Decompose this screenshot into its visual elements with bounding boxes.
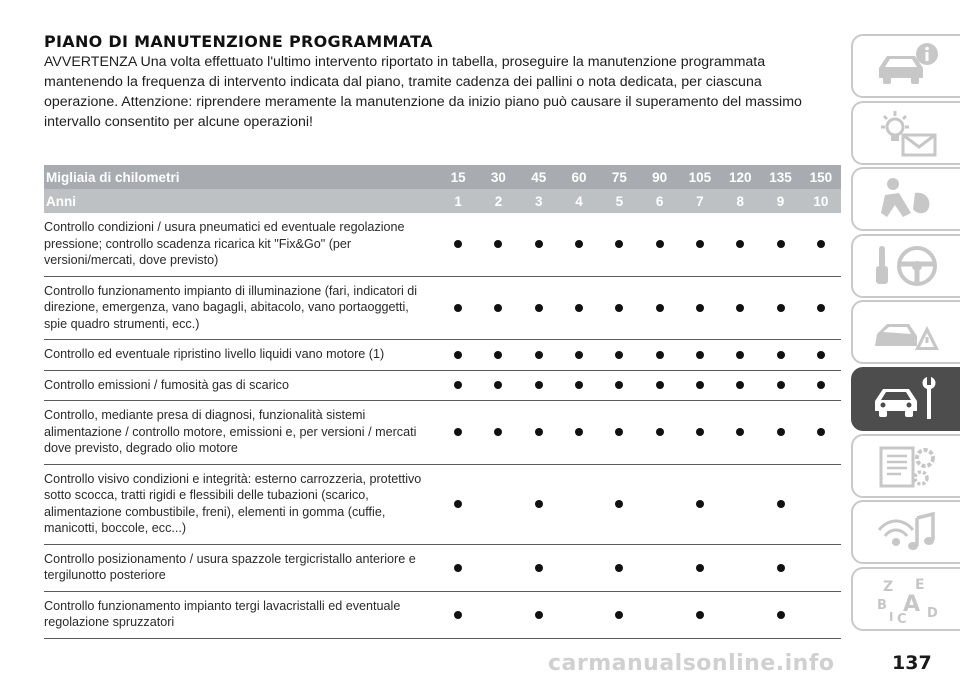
scheduled-dot-icon (494, 351, 502, 359)
page-number: 137 (892, 652, 932, 674)
tab-warning-lights[interactable] (851, 101, 960, 165)
interval-cell (801, 213, 841, 276)
safety-airbag-icon (871, 173, 943, 225)
km-header-cell: 90 (639, 165, 679, 189)
scheduled-dot-icon (736, 381, 744, 389)
interval-cell (680, 340, 720, 371)
scheduled-dot-icon (494, 428, 502, 436)
scheduled-dot-icon (615, 304, 623, 312)
scheduled-dot-icon (535, 304, 543, 312)
interval-cell (720, 213, 760, 276)
scheduled-dot-icon (696, 564, 704, 572)
interval-cell (801, 464, 841, 544)
scheduled-dot-icon (696, 351, 704, 359)
interval-cell (559, 213, 599, 276)
interval-cell (760, 464, 800, 544)
scheduled-dot-icon (454, 240, 462, 248)
tab-maintenance[interactable] (851, 367, 960, 431)
interval-cell (478, 591, 518, 638)
technical-data-icon (871, 440, 943, 492)
interval-cell (639, 340, 679, 371)
interval-cell (519, 213, 559, 276)
svg-text:D: D (926, 605, 938, 621)
interval-cell (801, 401, 841, 465)
table-row (44, 340, 841, 371)
scheduled-dot-icon (777, 500, 785, 508)
km-header-cell: 120 (720, 165, 760, 189)
years-header-cell: 10 (801, 189, 841, 213)
scheduled-dot-icon (575, 381, 583, 389)
interval-cell (478, 544, 518, 591)
header-row-km (44, 165, 841, 189)
scheduled-dot-icon (575, 240, 583, 248)
steering-wheel-key-icon (871, 240, 943, 292)
years-header-cell: 4 (559, 189, 599, 213)
years-header-cell: 1 (438, 189, 478, 213)
table-row (44, 370, 841, 401)
alphabetical-index-icon (871, 573, 943, 625)
interval-cell (599, 464, 639, 544)
scheduled-dot-icon (494, 304, 502, 312)
maintenance-table (44, 165, 841, 639)
interval-cell (639, 464, 679, 544)
tab-emergency[interactable] (851, 300, 960, 364)
scheduled-dot-icon (575, 351, 583, 359)
interval-cell (559, 401, 599, 465)
interval-cell (760, 370, 800, 401)
scheduled-dot-icon (494, 381, 502, 389)
operation-description: Controllo funzionamento impianto tergi lavacristalli ed eventuale regolazione spruzzatori (44, 591, 438, 638)
watermark: carmanualsonline.info (548, 651, 835, 676)
scheduled-dot-icon (615, 500, 623, 508)
warning-paragraph: AVVERTENZA Una volta effettuato l'ultimo intervento riportato in tabella, proseguire la manutenzione programmata mantenendo la frequenza di intervento indicata dal piano, tramite cadenza dei pallini o nota dedicata, per ciascuna operazione. Attenzione: riprendere meramente la manutenzione da inizio piano può causare il superamento del massimo intervallo consentito per alcune operazioni! (44, 54, 802, 130)
interval-cell (478, 340, 518, 371)
interval-cell (599, 340, 639, 371)
interval-cell (760, 544, 800, 591)
scheduled-dot-icon (736, 351, 744, 359)
scheduled-dot-icon (494, 240, 502, 248)
interval-cell (639, 276, 679, 340)
km-header-cell: 45 (519, 165, 559, 189)
scheduled-dot-icon (454, 428, 462, 436)
scheduled-dot-icon (454, 351, 462, 359)
svg-text:E: E (914, 576, 925, 593)
scheduled-dot-icon (696, 611, 704, 619)
scheduled-dot-icon (454, 304, 462, 312)
interval-cell (760, 340, 800, 371)
interval-cell (519, 370, 559, 401)
scheduled-dot-icon (656, 381, 664, 389)
maintenance-table-body (44, 213, 841, 638)
operation-description: Controllo, mediante presa di diagnosi, funzionalità sistemi alimentazione / controllo motore, emissioni e, per versioni / mercati dove previsto, degrado olio motore (44, 401, 438, 465)
interval-cell (680, 213, 720, 276)
chapter-tabs (851, 34, 960, 633)
interval-cell (519, 276, 559, 340)
scheduled-dot-icon (696, 304, 704, 312)
interval-cell (438, 401, 478, 465)
interval-cell (478, 213, 518, 276)
tab-multimedia[interactable] (851, 500, 960, 564)
interval-cell (519, 591, 559, 638)
interval-cell (720, 464, 760, 544)
interval-cell (680, 401, 720, 465)
scheduled-dot-icon (817, 381, 825, 389)
scheduled-dot-icon (736, 240, 744, 248)
interval-cell (720, 544, 760, 591)
years-header-cell: 9 (760, 189, 800, 213)
interval-cell (559, 276, 599, 340)
car-maintenance-icon (871, 373, 943, 425)
table-row (44, 591, 841, 638)
scheduled-dot-icon (615, 428, 623, 436)
scheduled-dot-icon (696, 428, 704, 436)
scheduled-dot-icon (535, 381, 543, 389)
km-header-cell: 135 (760, 165, 800, 189)
scheduled-dot-icon (817, 351, 825, 359)
interval-cell (519, 544, 559, 591)
interval-cell (559, 340, 599, 371)
tab-starting-driving[interactable] (851, 234, 960, 298)
header-row-years (44, 189, 841, 213)
tab-index[interactable] (851, 567, 960, 631)
scheduled-dot-icon (777, 240, 785, 248)
interval-cell (599, 401, 639, 465)
km-header-cell: 15 (438, 165, 478, 189)
scheduled-dot-icon (736, 304, 744, 312)
interval-cell (639, 401, 679, 465)
interval-cell (639, 544, 679, 591)
operation-description: Controllo ed eventuale ripristino livello liquidi vano motore (1) (44, 340, 438, 371)
scheduled-dot-icon (454, 564, 462, 572)
km-header-label: Migliaia di chilometri (44, 165, 438, 189)
interval-cell (720, 276, 760, 340)
svg-text:A: A (902, 591, 920, 617)
scheduled-dot-icon (656, 304, 664, 312)
scheduled-dot-icon (535, 564, 543, 572)
scheduled-dot-icon (575, 428, 583, 436)
table-row (44, 213, 841, 276)
car-emergency-icon (871, 306, 943, 358)
interval-cell (599, 544, 639, 591)
interval-cell (519, 401, 559, 465)
scheduled-dot-icon (615, 381, 623, 389)
scheduled-dot-icon (615, 611, 623, 619)
interval-cell (438, 591, 478, 638)
interval-cell (760, 213, 800, 276)
scheduled-dot-icon (696, 240, 704, 248)
km-header-cell: 75 (599, 165, 639, 189)
car-info-icon (871, 40, 943, 92)
scheduled-dot-icon (454, 381, 462, 389)
km-header-cell: 60 (559, 165, 599, 189)
interval-cell (438, 213, 478, 276)
table-row (44, 401, 841, 465)
scheduled-dot-icon (535, 500, 543, 508)
interval-cell (720, 591, 760, 638)
table-row (44, 464, 841, 544)
scheduled-dot-icon (777, 428, 785, 436)
interval-cell (639, 370, 679, 401)
years-header-cell: 2 (478, 189, 518, 213)
warning-lights-icon (871, 107, 943, 159)
interval-cell (720, 370, 760, 401)
scheduled-dot-icon (535, 611, 543, 619)
interval-cell (801, 340, 841, 371)
svg-text:C: C (896, 611, 907, 625)
operation-description: Controllo emissioni / fumosità gas di scarico (44, 370, 438, 401)
scheduled-dot-icon (696, 381, 704, 389)
interval-cell (760, 401, 800, 465)
interval-cell (801, 276, 841, 340)
operation-description: Controllo posizionamento / usura spazzole tergicristallo anteriore e tergilunotto posteriore (44, 544, 438, 591)
interval-cell (438, 544, 478, 591)
interval-cell (519, 340, 559, 371)
interval-cell (801, 370, 841, 401)
svg-text:Z: Z (882, 578, 893, 595)
interval-cell (639, 591, 679, 638)
scheduled-dot-icon (817, 428, 825, 436)
tab-technical-data[interactable] (851, 434, 960, 498)
scheduled-dot-icon (535, 428, 543, 436)
scheduled-dot-icon (575, 304, 583, 312)
scheduled-dot-icon (777, 351, 785, 359)
scheduled-dot-icon (656, 240, 664, 248)
scheduled-dot-icon (656, 428, 664, 436)
interval-cell (680, 370, 720, 401)
km-header-cell: 150 (801, 165, 841, 189)
km-header-cell: 105 (680, 165, 720, 189)
scheduled-dot-icon (615, 351, 623, 359)
interval-cell (760, 276, 800, 340)
interval-cell (680, 591, 720, 638)
table-row (44, 276, 841, 340)
operation-description: Controllo funzionamento impianto di illuminazione (fari, indicatori di direzione, emergenza, vano bagagli, abitacolo, vano portaoggetti, spie quadro strumenti, ecc.) (44, 276, 438, 340)
tab-car-info[interactable] (851, 34, 960, 98)
interval-cell (559, 544, 599, 591)
years-header-cell: 3 (519, 189, 559, 213)
scheduled-dot-icon (777, 381, 785, 389)
interval-cell (680, 276, 720, 340)
page-title: PIANO DI MANUTENZIONE PROGRAMMATA (44, 32, 433, 51)
interval-cell (438, 340, 478, 371)
interval-cell (478, 401, 518, 465)
interval-cell (478, 464, 518, 544)
scheduled-dot-icon (535, 240, 543, 248)
years-header-cell: 7 (680, 189, 720, 213)
scheduled-dot-icon (736, 428, 744, 436)
interval-cell (559, 464, 599, 544)
scheduled-dot-icon (454, 500, 462, 508)
interval-cell (559, 591, 599, 638)
years-header-label: Anni (44, 189, 438, 213)
scheduled-dot-icon (777, 564, 785, 572)
interval-cell (801, 591, 841, 638)
scheduled-dot-icon (656, 351, 664, 359)
table-row (44, 544, 841, 591)
scheduled-dot-icon (615, 564, 623, 572)
interval-cell (478, 370, 518, 401)
scheduled-dot-icon (696, 500, 704, 508)
interval-cell (438, 464, 478, 544)
multimedia-icon (871, 506, 943, 558)
interval-cell (680, 464, 720, 544)
scheduled-dot-icon (817, 304, 825, 312)
years-header-cell: 8 (720, 189, 760, 213)
interval-cell (599, 591, 639, 638)
interval-cell (599, 213, 639, 276)
interval-cell (519, 464, 559, 544)
interval-cell (720, 401, 760, 465)
years-header-cell: 5 (599, 189, 639, 213)
scheduled-dot-icon (535, 351, 543, 359)
km-header-cell: 30 (478, 165, 518, 189)
scheduled-dot-icon (615, 240, 623, 248)
scheduled-dot-icon (454, 611, 462, 619)
interval-cell (639, 213, 679, 276)
scheduled-dot-icon (817, 240, 825, 248)
interval-cell (438, 370, 478, 401)
svg-text:B: B (876, 597, 887, 613)
svg-text:I: I (888, 609, 893, 624)
interval-cell (599, 370, 639, 401)
interval-cell (599, 276, 639, 340)
interval-cell (438, 276, 478, 340)
operation-description: Controllo visivo condizioni e integrità: esterno carrozzeria, protettivo sotto scocca, tratti rigidi e flessibili delle tubazioni (scarico, alimentazione combustibile, freni), elementi in gomma (cuffie, manicotti, boccole, ecc...) (44, 464, 438, 544)
operation-description: Controllo condizioni / usura pneumatici ed eventuale regolazione pressione; controllo scadenza ricarica kit "Fix&Go" (per versioni/mercati, dove previsto) (44, 213, 438, 276)
interval-cell (801, 544, 841, 591)
interval-cell (760, 591, 800, 638)
years-header-cell: 6 (639, 189, 679, 213)
scheduled-dot-icon (777, 304, 785, 312)
scheduled-dot-icon (777, 611, 785, 619)
interval-cell (559, 370, 599, 401)
tab-safety[interactable] (851, 167, 960, 231)
interval-cell (720, 340, 760, 371)
interval-cell (478, 276, 518, 340)
interval-cell (680, 544, 720, 591)
